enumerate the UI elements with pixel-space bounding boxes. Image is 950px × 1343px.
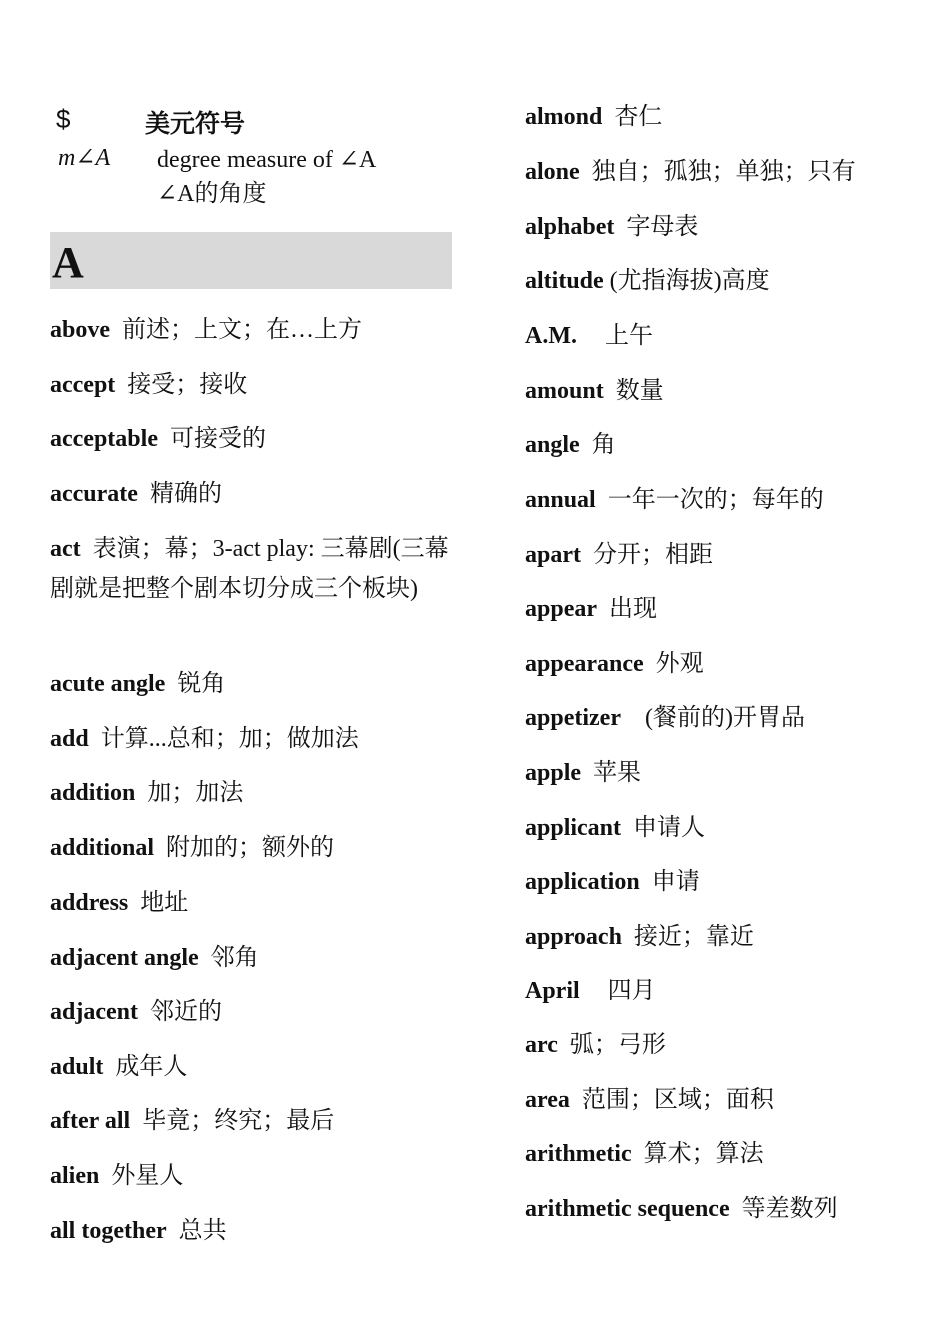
entry-term: acceptable: [50, 426, 158, 452]
entry-definition: 四月: [607, 978, 656, 1004]
entry-definition: 精确的: [149, 481, 222, 507]
entry-term: address: [50, 890, 129, 916]
entry-term: above: [50, 317, 110, 343]
entry: [525, 371, 925, 411]
entry: [525, 917, 925, 957]
entry-term: altitude: [525, 268, 604, 294]
entry: [50, 1101, 450, 1141]
entry: [50, 1211, 450, 1251]
symbol-term: $: [56, 104, 71, 134]
section-header: [50, 232, 452, 289]
entry-definition: 可接受的: [169, 426, 266, 452]
entry-definition: 邻角: [210, 945, 259, 971]
entry-definition: 总共: [178, 1218, 227, 1244]
entry-definition: 附加的；额外的: [166, 835, 335, 861]
entry: [525, 644, 925, 684]
entry-term: appear: [525, 596, 597, 622]
entry-definition: 前述；上文；在…上方: [122, 317, 362, 343]
entry-term: adjacent angle: [50, 945, 199, 971]
entry-term: annual: [525, 487, 596, 513]
entry-term: appetizer: [525, 705, 621, 731]
entry-definition: 分开；相距: [593, 542, 713, 568]
entry-definition: 一年一次的；每年的: [607, 487, 824, 513]
entry-term: after all: [50, 1108, 131, 1134]
entry-definition: (餐前的)开胃品: [644, 705, 805, 731]
entry-term: apart: [525, 542, 581, 568]
entry-term: angle: [525, 432, 580, 458]
entry: [525, 971, 925, 1011]
entry: [525, 316, 925, 356]
entry-term: area: [525, 1087, 570, 1113]
entry-term: approach: [525, 924, 622, 950]
entry: [525, 1134, 925, 1174]
entry-definition: 杏仁: [614, 104, 663, 130]
entry-term: amount: [525, 378, 604, 404]
entry-definition: 算术；算法: [643, 1141, 764, 1167]
entry-term: alone: [525, 159, 580, 185]
entry-term: A.M.: [525, 323, 577, 349]
entry-definition: 弧；弓形: [569, 1032, 666, 1058]
symbol-entry-dollar: [50, 104, 460, 138]
entry-definition: 计算...总和；加；做加法: [100, 726, 359, 752]
entry-definition: 邻近的: [149, 999, 222, 1025]
entry-term: apple: [525, 760, 582, 786]
entry-definition: 数量: [615, 378, 664, 404]
entry-definition: 地址: [140, 890, 189, 916]
entry-term: applicant: [525, 815, 622, 841]
entry: [50, 1156, 450, 1196]
entry: [525, 862, 925, 902]
entry-term: almond: [525, 104, 603, 130]
entry: [50, 419, 450, 459]
entry-definition: (尤指海拔)高度: [609, 268, 770, 294]
entry-term: all together: [50, 1218, 167, 1244]
symbol-entry-angle-measure: [50, 143, 460, 213]
entry-term: arithmetic: [525, 1141, 632, 1167]
entry: [50, 529, 450, 609]
entry-definition: 表演；幕；3-act play: 三幕剧(三幕剧就是把整个剧本切分成三个板块): [50, 536, 449, 602]
entry-definition: 等差数列: [741, 1196, 838, 1222]
entry-definition: 接受；接收: [127, 372, 248, 398]
entry: [50, 992, 450, 1032]
entry-term: adult: [50, 1054, 104, 1080]
entry-definition: 申请人: [633, 815, 706, 841]
symbol-definition-line2: ∠A的角度: [157, 181, 267, 207]
entry: [525, 97, 925, 137]
entry: [525, 207, 925, 247]
entry-term: adjacent: [50, 999, 138, 1025]
entry-term: act: [50, 536, 81, 562]
entry-term: arithmetic sequence: [525, 1196, 730, 1222]
entry-definition: 接近；靠近: [633, 924, 754, 950]
entry-definition: 出现: [609, 596, 657, 622]
symbol-term: m∠A: [58, 145, 111, 171]
entry-definition: 角: [591, 432, 616, 458]
entry: [525, 808, 925, 848]
entry-term: accurate: [50, 481, 138, 507]
entry-term: alien: [50, 1163, 100, 1189]
entry: [50, 474, 450, 514]
entry-definition: 范围；区域；面积: [581, 1087, 774, 1113]
entry-definition: 申请: [651, 869, 700, 895]
section-letter: A: [52, 238, 84, 287]
entry: [525, 753, 925, 793]
symbol-definition: [157, 143, 376, 211]
entry: [525, 1080, 925, 1120]
entry: [50, 828, 450, 868]
entry-definition: 独自；孤独；单独；只有: [591, 159, 856, 185]
entry-definition: 外星人: [111, 1163, 184, 1189]
entry-definition: 毕竟；终究；最后: [142, 1108, 335, 1134]
entry: [50, 664, 450, 704]
entry: [50, 883, 450, 923]
entry-term: alphabet: [525, 214, 615, 240]
entry-term: appearance: [525, 651, 644, 677]
entry: [525, 480, 925, 520]
entry: [50, 365, 450, 405]
entry: [525, 425, 925, 465]
entry-definition: 加；加法: [147, 780, 244, 806]
entry: [50, 938, 450, 978]
entry-term: accept: [50, 372, 116, 398]
entry-term: acute angle: [50, 671, 166, 697]
entry: [525, 1025, 925, 1065]
entry-definition: 苹果: [593, 760, 642, 786]
entry-term: additional: [50, 835, 155, 861]
entry: [50, 773, 450, 813]
entry: [525, 535, 925, 575]
entry: [525, 152, 925, 192]
entry-definition: 锐角: [177, 671, 226, 697]
entry-definition: 成年人: [115, 1054, 188, 1080]
entry-definition: 字母表: [626, 214, 699, 240]
entry: [525, 698, 925, 738]
entry-term: application: [525, 869, 640, 895]
entry-term: April: [525, 978, 580, 1004]
entry-definition: 外观: [655, 651, 704, 677]
entry-definition: 上午: [604, 323, 653, 349]
entry: [525, 589, 925, 629]
entry: [50, 719, 450, 759]
entry: [50, 310, 450, 350]
entry: [50, 1047, 450, 1087]
entry-term: addition: [50, 780, 136, 806]
entry-term: add: [50, 726, 89, 752]
entry: [525, 261, 925, 301]
entry-term: arc: [525, 1032, 558, 1058]
symbol-definition: 美元符号: [145, 109, 246, 138]
entry: [525, 1189, 925, 1229]
symbol-definition-line1: degree measure of ∠A: [157, 147, 377, 173]
